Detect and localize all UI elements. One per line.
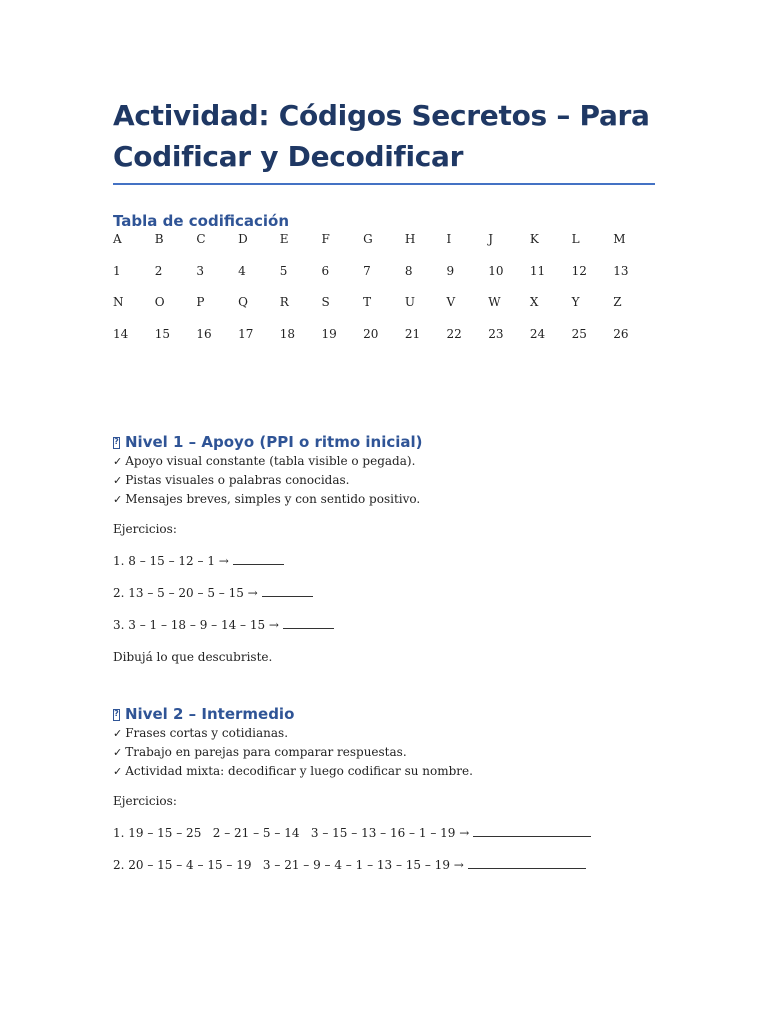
exercise-text: 2. 13 – 5 – 20 – 5 – 15 → [113, 586, 262, 600]
code-table-cell: G [363, 232, 373, 246]
document-title [113, 95, 658, 183]
code-table-row [113, 295, 655, 327]
level2-exercises-label: Ejercicios: [113, 794, 177, 808]
code-table-row [113, 327, 655, 359]
code-table-cell: R [279, 295, 289, 310]
code-table-cell: 12 [571, 263, 587, 278]
code-table-cell: K [529, 232, 539, 246]
code-table-heading: Tabla de codificación [113, 212, 290, 230]
level2-section [113, 704, 658, 873]
level2-checklist [113, 724, 658, 781]
code-table-cell: Y [571, 295, 580, 310]
code-table-cell: W [488, 295, 501, 310]
code-table-cell: S [321, 295, 330, 310]
document-title-line2: Codificar y Decodificar [113, 140, 464, 173]
checklist-item-text: Pistas visuales o palabras conocidas. [125, 473, 350, 487]
level1-heading-text: Nivel 1 – Apoyo (PPI o ritmo inicial) [125, 433, 423, 451]
checklist-item [113, 743, 658, 762]
exercise-text: 3. 3 – 1 – 18 – 9 – 14 – 15 → [113, 618, 283, 632]
code-table-cell: 6 [321, 263, 330, 278]
level1-heading [113, 432, 658, 452]
exercise-text: 2. 20 – 15 – 4 – 15 – 19 3 – 21 – 9 – 4 – 1 – 13 – 15 – 19 → [113, 858, 468, 872]
code-table-cell: Z [613, 295, 622, 310]
code-table-cell: Q [238, 295, 248, 310]
exercise-text: 1. 19 – 15 – 25 2 – 21 – 5 – 14 3 – 15 – 13 – 16 – 1 – 19 → [113, 826, 474, 840]
level1-section [113, 432, 658, 665]
checklist-item [113, 452, 658, 471]
code-table-cell: 13 [613, 263, 629, 278]
answer-blank-line[interactable] [473, 825, 591, 837]
checkmark-icon: ✓ [113, 493, 123, 506]
checkmark-icon: ✓ [113, 727, 123, 740]
checklist-item [113, 490, 658, 509]
level2-heading-text: Nivel 2 – Intermedio [125, 705, 295, 723]
code-table-cell: T [363, 295, 372, 310]
checklist-item [113, 471, 658, 490]
exercise-item [113, 825, 658, 841]
checklist-item-text: Mensajes breves, simples y con sentido positivo. [125, 492, 421, 506]
code-table-cell: M [613, 232, 626, 246]
code-table-cell: 19 [321, 327, 337, 342]
code-table-cell: B [154, 232, 164, 246]
code-table-cell: L [571, 232, 580, 246]
code-table-cell: I [446, 232, 452, 246]
checklist-item-text: Actividad mixta: decodificar y luego codificar su nombre. [125, 764, 473, 778]
code-table-cell: 15 [154, 327, 170, 342]
checklist-item [113, 762, 658, 781]
code-table-cell: O [154, 295, 165, 310]
code-table-cell: C [196, 232, 206, 246]
checklist-item-text: Apoyo visual constante (tabla visible o pegada). [125, 454, 416, 468]
level2-heading [113, 704, 658, 724]
code-table-cell: 23 [488, 327, 504, 342]
code-table-cell: N [113, 295, 124, 310]
answer-blank-line[interactable] [233, 553, 284, 565]
code-table-cell: 5 [279, 263, 288, 278]
code-table-cell: A [113, 232, 122, 246]
exercise-text: 1. 8 – 15 – 12 – 1 → [113, 554, 233, 568]
code-table-cell: 25 [571, 327, 587, 342]
code-table-cell: 4 [238, 263, 246, 278]
level1-exercises [113, 553, 658, 633]
checkmark-icon: ✓ [113, 765, 123, 778]
code-table-cell: E [279, 232, 289, 246]
level1-exercises-label: Ejercicios: [113, 522, 177, 536]
code-table-cell: 14 [113, 327, 129, 342]
code-table-cell: 10 [488, 263, 504, 278]
code-table-cell: X [529, 295, 539, 310]
answer-blank-line[interactable] [283, 617, 334, 629]
exercise-item [113, 553, 658, 569]
title-underline [113, 183, 655, 185]
document-title-line1: Actividad: Códigos Secretos – Para [113, 99, 650, 132]
checklist-item-text: Frases cortas y cotidianas. [125, 726, 289, 740]
code-table-cell: 3 [196, 263, 205, 278]
level1-closing: Dibujá lo que descubriste. [113, 650, 273, 664]
code-table-cell: 16 [196, 327, 212, 342]
code-table [113, 232, 655, 359]
level2-exercises [113, 825, 658, 873]
document-page [113, 95, 658, 872]
checklist-item [113, 724, 658, 743]
code-table-cell: 24 [529, 327, 546, 342]
code-table-cell: F [321, 232, 330, 246]
checklist-item-text: Trabajo en parejas para comparar respuestas. [125, 745, 407, 759]
exercise-item [113, 585, 658, 601]
level1-checklist [113, 452, 658, 509]
answer-blank-line[interactable] [468, 857, 586, 869]
code-table-cell: 21 [404, 327, 421, 342]
code-table-cell: 26 [613, 327, 629, 342]
exercise-item [113, 857, 658, 873]
code-table-cell: 2 [154, 263, 163, 278]
code-table-cell: 9 [446, 263, 455, 278]
checkmark-icon: ✓ [113, 455, 123, 468]
code-table-cell: H [404, 232, 416, 246]
code-table-row [113, 232, 655, 264]
code-table-cell: D [238, 232, 248, 246]
exercise-item [113, 617, 658, 633]
code-table-cell: J [488, 232, 493, 246]
code-table-cell: 17 [238, 327, 254, 342]
code-table-cell: 22 [446, 327, 462, 342]
answer-blank-line[interactable] [262, 585, 313, 597]
unknown-glyph-icon [113, 437, 120, 449]
code-table-cell: P [196, 295, 205, 310]
code-table-cell: 7 [363, 263, 371, 278]
checkmark-icon: ✓ [113, 746, 123, 759]
checkmark-icon: ✓ [113, 474, 123, 487]
code-table-row [113, 264, 655, 296]
code-table-cell: 20 [363, 327, 379, 342]
unknown-glyph-icon [113, 709, 120, 721]
code-table-cell: V [446, 295, 456, 310]
code-table-cell: 18 [279, 327, 296, 342]
code-table-cell: 11 [529, 263, 546, 278]
code-table-cell: 1 [113, 263, 121, 278]
code-table-cell: 8 [404, 263, 413, 278]
code-table-cell: U [404, 295, 415, 310]
